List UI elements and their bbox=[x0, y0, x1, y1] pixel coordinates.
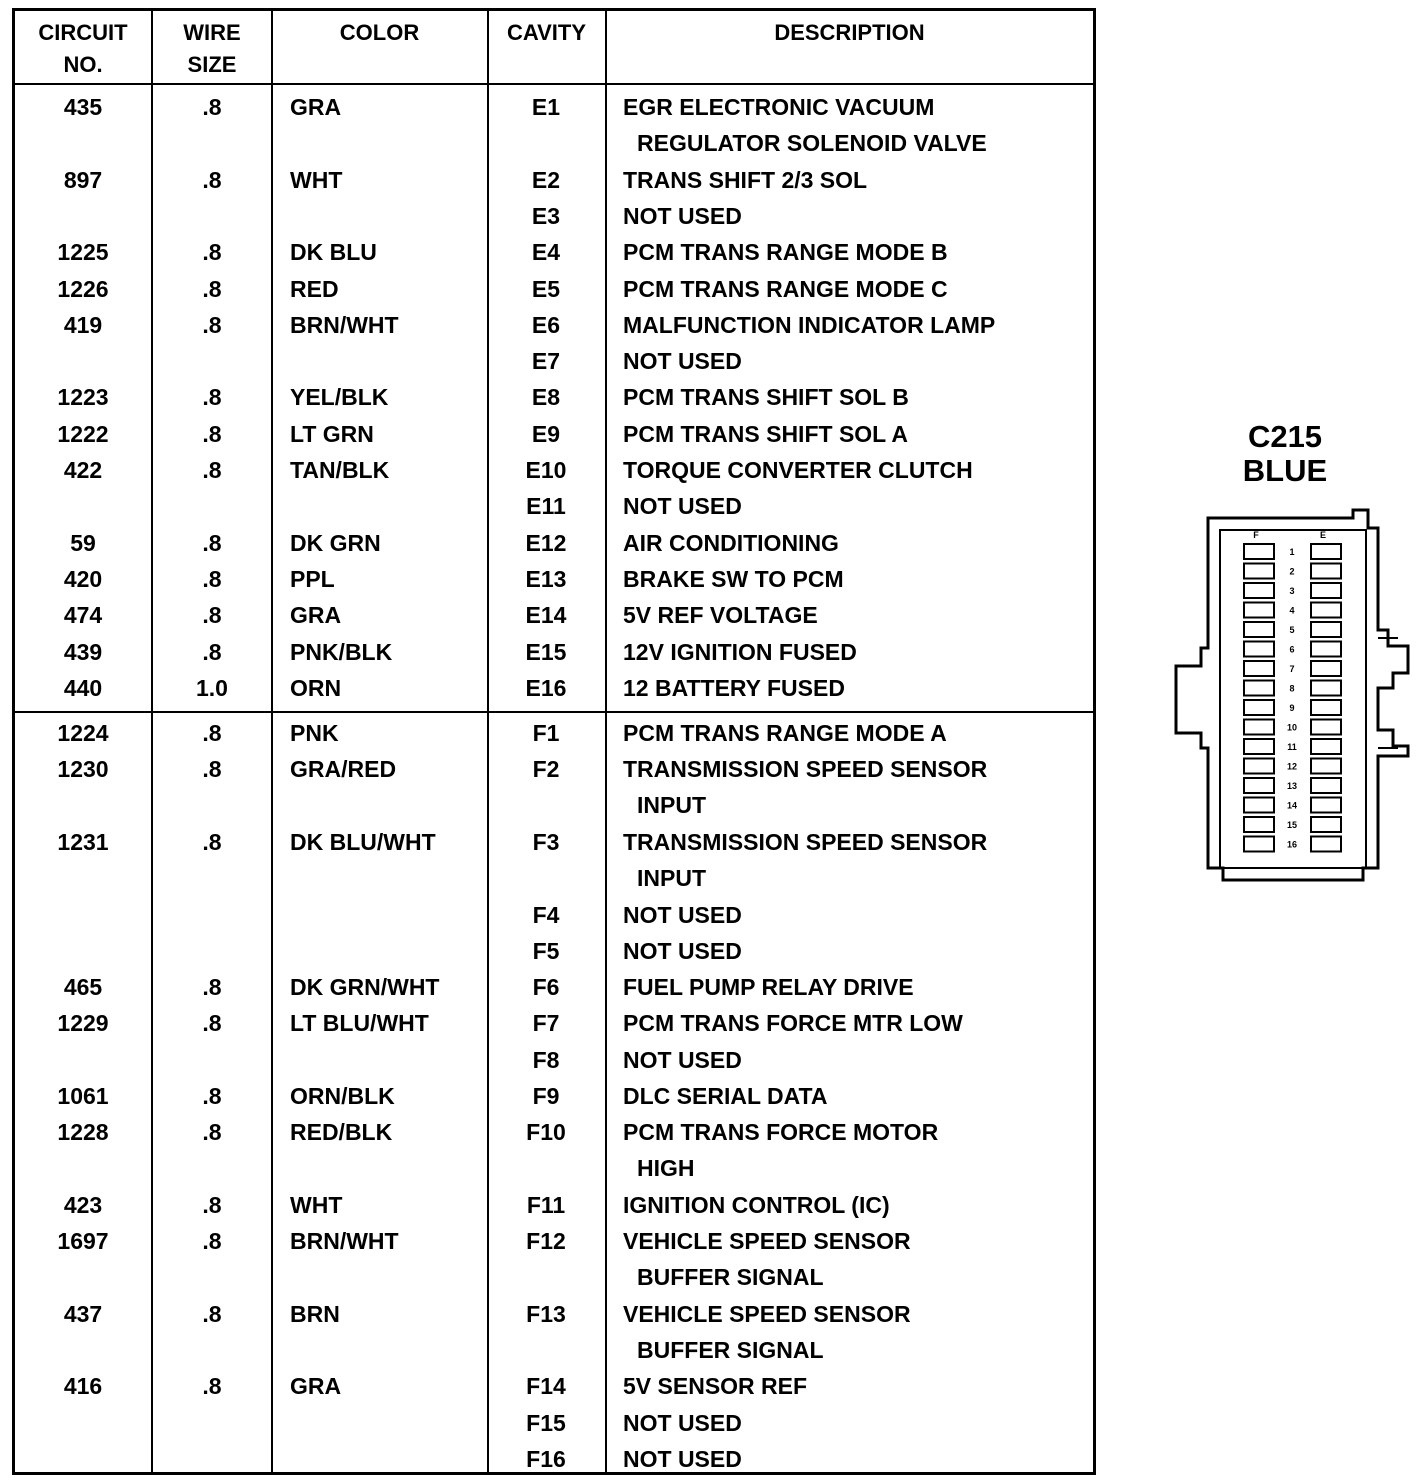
cavity: F9 bbox=[532, 1083, 560, 1109]
description bbox=[623, 379, 909, 415]
description-line: NOT USED bbox=[623, 937, 742, 964]
header-wire-size: WIRE SIZE bbox=[183, 20, 241, 77]
header-color: COLOR bbox=[339, 20, 420, 45]
pin-number: 8 bbox=[1289, 683, 1295, 694]
cavity: E16 bbox=[525, 674, 567, 701]
description-line: 12V IGNITION FUSED bbox=[623, 638, 857, 665]
wire-color: GRA bbox=[290, 94, 342, 120]
cavity-e-pin bbox=[1311, 778, 1341, 793]
description-line: FUEL PUMP RELAY DRIVE bbox=[623, 974, 914, 1001]
description bbox=[623, 1187, 890, 1223]
connector-title bbox=[1190, 420, 1380, 488]
pin-number: 5 bbox=[1289, 625, 1295, 635]
wire-color: LT GRN bbox=[290, 420, 374, 447]
cavity: F12 bbox=[526, 1228, 566, 1255]
description bbox=[623, 933, 742, 969]
wire-color: GRA bbox=[290, 602, 342, 629]
cavity: E5 bbox=[531, 275, 561, 302]
description bbox=[623, 1114, 938, 1186]
description bbox=[623, 715, 947, 751]
cavity-f-pin bbox=[1244, 681, 1274, 696]
description bbox=[623, 271, 948, 307]
wire-color: WHT bbox=[290, 166, 343, 193]
description-line: AIR CONDITIONING bbox=[623, 529, 839, 556]
cavity: E15 bbox=[525, 638, 567, 665]
description-line: TRANS SHIFT 2/3 SOL bbox=[623, 166, 868, 193]
connector-id: C215 bbox=[1247, 419, 1323, 454]
cavity-f-pin bbox=[1244, 817, 1274, 832]
column-label: E bbox=[1319, 530, 1327, 540]
wire-color: ORN bbox=[290, 674, 342, 701]
wire-size: .8 bbox=[202, 974, 222, 1001]
cavity: F7 bbox=[532, 1010, 560, 1037]
circuit-number: 1223 bbox=[57, 384, 109, 411]
header-circuit: CIRCUIT NO. bbox=[38, 20, 128, 77]
cavity-e-pin bbox=[1311, 739, 1341, 754]
wire-color: BRN/WHT bbox=[290, 1228, 399, 1255]
description bbox=[623, 234, 948, 270]
wire-color: RED/BLK bbox=[290, 1119, 393, 1146]
description bbox=[623, 343, 742, 379]
circuit-number: 1231 bbox=[57, 828, 109, 855]
cavity: F5 bbox=[532, 937, 560, 964]
wire-size: .8 bbox=[202, 1010, 222, 1037]
circuit-number: 1228 bbox=[57, 1119, 109, 1146]
wire-color: LT BLU/WHT bbox=[290, 1010, 429, 1037]
section-divider bbox=[15, 711, 1093, 713]
cavity-f-pin bbox=[1244, 661, 1274, 676]
cavity: E14 bbox=[525, 602, 567, 629]
description-line: TRANSMISSION SPEED SENSOR bbox=[623, 828, 988, 855]
pin-number: 6 bbox=[1289, 644, 1295, 655]
cavity-f-pin bbox=[1244, 798, 1274, 813]
wire-color: GRA/RED bbox=[290, 756, 397, 783]
description-line: NOT USED bbox=[623, 901, 742, 928]
wire-size: .8 bbox=[202, 1373, 222, 1400]
cavity-e-pin bbox=[1311, 681, 1341, 696]
description-continuation: BUFFER SIGNAL bbox=[637, 1336, 824, 1363]
circuit-number: 59 bbox=[70, 529, 96, 556]
wire-color: PNK/BLK bbox=[290, 638, 393, 665]
description-line: EGR ELECTRONIC VACUUM bbox=[623, 94, 935, 120]
wire-size: .8 bbox=[202, 94, 222, 120]
wire-size: .8 bbox=[202, 1119, 222, 1146]
circuit-number: 416 bbox=[63, 1373, 103, 1400]
description bbox=[623, 751, 987, 823]
cavity: F14 bbox=[526, 1373, 566, 1400]
pin-number: 10 bbox=[1286, 722, 1298, 733]
wire-color: DK GRN bbox=[290, 529, 381, 556]
cavity: E8 bbox=[531, 384, 561, 411]
description-line: VEHICLE SPEED SENSOR bbox=[623, 1228, 911, 1255]
cavity-f-pin bbox=[1244, 622, 1274, 637]
circuit-number: 437 bbox=[63, 1300, 103, 1327]
cavity: E3 bbox=[531, 202, 561, 229]
circuit-number: 1229 bbox=[57, 1010, 109, 1037]
cavity-f-pin bbox=[1244, 759, 1274, 774]
description-continuation: BUFFER SIGNAL bbox=[637, 1264, 824, 1291]
circuit-number: 1225 bbox=[57, 239, 109, 266]
description-continuation: INPUT bbox=[637, 792, 706, 819]
circuit-number: 1697 bbox=[57, 1228, 109, 1255]
description-line: PCM TRANS RANGE MODE A bbox=[623, 720, 947, 746]
description bbox=[623, 670, 845, 706]
cavity: E1 bbox=[531, 94, 561, 120]
pin-number: 7 bbox=[1289, 664, 1295, 674]
cavity: E13 bbox=[525, 565, 567, 592]
wire-size: .8 bbox=[202, 720, 222, 746]
pin-number: 4 bbox=[1289, 605, 1295, 616]
wire-size: .8 bbox=[202, 275, 222, 302]
pin-grid bbox=[1244, 530, 1341, 852]
description-line: VEHICLE SPEED SENSOR bbox=[623, 1300, 911, 1327]
cavity-f-pin bbox=[1244, 583, 1274, 598]
wire-color: PNK bbox=[290, 720, 339, 746]
description bbox=[623, 969, 914, 1005]
description-continuation: REGULATOR SOLENOID VALVE bbox=[637, 130, 987, 156]
cavity-e-pin bbox=[1311, 817, 1341, 832]
wire-color: TAN/BLK bbox=[290, 457, 390, 483]
cavity: F10 bbox=[526, 1119, 566, 1146]
circuit-number: 1226 bbox=[57, 275, 109, 302]
wire-color: ORN/BLK bbox=[290, 1083, 395, 1109]
description-line: IGNITION CONTROL (IC) bbox=[623, 1191, 890, 1218]
cavity: E12 bbox=[525, 529, 567, 556]
wire-size: .8 bbox=[202, 1300, 222, 1327]
cavity-f-pin bbox=[1244, 837, 1274, 852]
circuit-number: 435 bbox=[63, 94, 103, 120]
description bbox=[623, 1368, 807, 1404]
circuit-number: 422 bbox=[63, 457, 103, 483]
description bbox=[623, 1005, 963, 1041]
wire-color: YEL/BLK bbox=[290, 384, 389, 411]
description bbox=[623, 452, 973, 488]
header-cavity: CAVITY bbox=[506, 20, 587, 45]
description-line: BRAKE SW TO PCM bbox=[623, 565, 844, 592]
cavity-e-pin bbox=[1311, 642, 1341, 657]
description-line: 5V SENSOR REF bbox=[623, 1373, 808, 1400]
cavity: F15 bbox=[526, 1409, 566, 1436]
pin-number: 1 bbox=[1289, 547, 1295, 557]
wire-size: .8 bbox=[202, 384, 222, 411]
wire-color: WHT bbox=[290, 1191, 343, 1218]
pinout-table bbox=[12, 8, 1096, 1475]
wire-color: DK GRN/WHT bbox=[290, 974, 440, 1001]
cavity-e-pin bbox=[1311, 700, 1341, 715]
description-line: NOT USED bbox=[623, 1446, 742, 1472]
wire-size: .8 bbox=[202, 166, 222, 193]
description-line: NOT USED bbox=[623, 202, 742, 229]
cavity-e-pin bbox=[1311, 622, 1341, 637]
description-line: TORQUE CONVERTER CLUTCH bbox=[623, 457, 973, 483]
cavity: F8 bbox=[532, 1046, 560, 1073]
description bbox=[623, 488, 742, 524]
cavity-e-pin bbox=[1311, 798, 1341, 813]
description-line: PCM TRANS FORCE MOTOR bbox=[623, 1119, 939, 1146]
circuit-number: 420 bbox=[63, 565, 103, 592]
cavity: E7 bbox=[531, 348, 561, 375]
wire-size: .8 bbox=[202, 1191, 222, 1218]
cavity-e-pin bbox=[1311, 661, 1341, 676]
description-line: 12 BATTERY FUSED bbox=[623, 674, 845, 701]
wire-size: .8 bbox=[202, 828, 222, 855]
wire-color: PPL bbox=[290, 565, 335, 592]
description-line: NOT USED bbox=[623, 348, 742, 375]
description-continuation: INPUT bbox=[637, 864, 706, 891]
circuit-number: 440 bbox=[63, 674, 103, 701]
description-line: NOT USED bbox=[623, 1046, 742, 1073]
description-line: MALFUNCTION INDICATOR LAMP bbox=[623, 311, 996, 338]
description bbox=[623, 824, 987, 896]
description-line: NOT USED bbox=[623, 493, 742, 520]
wire-color: RED bbox=[290, 275, 339, 302]
cavity-f-pin bbox=[1244, 778, 1274, 793]
circuit-number: 439 bbox=[63, 638, 103, 665]
description bbox=[623, 1296, 911, 1368]
description bbox=[623, 1223, 911, 1295]
description bbox=[623, 897, 742, 933]
wire-color: DK BLU bbox=[290, 239, 377, 266]
cavity: F11 bbox=[526, 1191, 566, 1218]
circuit-number: 1222 bbox=[57, 420, 109, 447]
cavity: E9 bbox=[531, 420, 561, 447]
wire-size: .8 bbox=[202, 529, 222, 556]
pin-number: 2 bbox=[1289, 566, 1295, 577]
column-label: F bbox=[1253, 530, 1259, 540]
cavity-f-pin bbox=[1244, 642, 1274, 657]
cavity: F3 bbox=[532, 828, 560, 855]
description bbox=[623, 162, 867, 198]
cavity: F13 bbox=[526, 1300, 566, 1327]
pin-number: 11 bbox=[1287, 742, 1297, 752]
cavity-e-pin bbox=[1311, 837, 1341, 852]
cavity: F16 bbox=[526, 1446, 566, 1472]
cavity-e-pin bbox=[1311, 759, 1341, 774]
wire-size: .8 bbox=[202, 638, 222, 665]
wire-size: .8 bbox=[202, 457, 222, 483]
wire-color: BRN bbox=[290, 1300, 340, 1327]
description-continuation: HIGH bbox=[637, 1155, 695, 1182]
wire-color: BRN/WHT bbox=[290, 311, 399, 338]
circuit-number: 1224 bbox=[57, 720, 109, 746]
circuit-number: 474 bbox=[63, 602, 103, 629]
wire-size: 1.0 bbox=[196, 674, 228, 701]
cavity: F6 bbox=[532, 974, 560, 1001]
description bbox=[623, 561, 844, 597]
wire-size: .8 bbox=[202, 602, 222, 629]
description bbox=[623, 1042, 742, 1078]
cavity: F2 bbox=[532, 756, 560, 783]
description bbox=[623, 1405, 742, 1441]
cavity-f-pin bbox=[1244, 739, 1274, 754]
connector-diagram bbox=[1168, 508, 1418, 888]
cavity-f-pin bbox=[1244, 544, 1274, 559]
description bbox=[623, 89, 987, 161]
circuit-number: 465 bbox=[63, 974, 103, 1001]
description bbox=[623, 416, 908, 452]
header-description: DESCRIPTION bbox=[774, 20, 925, 45]
cavity: F4 bbox=[532, 901, 560, 928]
description-line: PCM TRANS SHIFT SOL A bbox=[623, 420, 908, 447]
wire-size: .8 bbox=[202, 1228, 222, 1255]
pin-number: 12 bbox=[1286, 761, 1298, 772]
pin-number: 14 bbox=[1286, 800, 1298, 811]
circuit-number: 1230 bbox=[57, 756, 109, 783]
description bbox=[623, 198, 742, 234]
description bbox=[623, 1078, 827, 1114]
column-divider bbox=[605, 11, 607, 1472]
description bbox=[623, 525, 839, 561]
description-line: PCM TRANS FORCE MTR LOW bbox=[623, 1010, 963, 1037]
circuit-number: 419 bbox=[63, 311, 103, 338]
description-line: PCM TRANS RANGE MODE B bbox=[623, 239, 948, 266]
description-line: PCM TRANS RANGE MODE C bbox=[623, 275, 948, 302]
cavity-f-pin bbox=[1244, 700, 1274, 715]
cavity-e-pin bbox=[1311, 544, 1341, 559]
cavity-f-pin bbox=[1244, 720, 1274, 735]
cavity: E4 bbox=[531, 239, 561, 266]
wire-color: GRA bbox=[290, 1373, 342, 1400]
description-line: DLC SERIAL DATA bbox=[623, 1083, 828, 1109]
pin-number: 13 bbox=[1286, 781, 1298, 791]
description-line: PCM TRANS SHIFT SOL B bbox=[623, 384, 909, 411]
description-line: NOT USED bbox=[623, 1409, 742, 1436]
description bbox=[623, 307, 995, 343]
wire-size: .8 bbox=[202, 420, 222, 447]
cavity-e-pin bbox=[1311, 603, 1341, 618]
description-line: TRANSMISSION SPEED SENSOR bbox=[623, 756, 988, 783]
description-line: 5V REF VOLTAGE bbox=[623, 602, 818, 629]
cavity: F1 bbox=[532, 720, 560, 746]
cavity-e-pin bbox=[1311, 720, 1341, 735]
cavity-f-pin bbox=[1244, 603, 1274, 618]
circuit-number: 1061 bbox=[57, 1083, 109, 1109]
description bbox=[623, 1441, 742, 1477]
description bbox=[623, 634, 857, 670]
pin-number: 16 bbox=[1286, 839, 1298, 850]
wire-size: .8 bbox=[202, 311, 222, 338]
pin-number: 3 bbox=[1289, 586, 1295, 596]
circuit-number: 897 bbox=[63, 166, 103, 193]
pin-number: 9 bbox=[1289, 703, 1295, 713]
cavity-f-pin bbox=[1244, 564, 1274, 579]
connector-color: BLUE bbox=[1242, 453, 1328, 488]
cavity: E2 bbox=[531, 166, 561, 193]
wire-size: .8 bbox=[202, 239, 222, 266]
cavity: E6 bbox=[531, 311, 561, 338]
header-divider bbox=[15, 83, 1093, 85]
circuit-number: 423 bbox=[63, 1191, 103, 1218]
cavity-e-pin bbox=[1311, 564, 1341, 579]
pin-number: 15 bbox=[1286, 820, 1298, 830]
description bbox=[623, 597, 818, 633]
wire-color: DK BLU/WHT bbox=[290, 828, 436, 855]
cavity: E11 bbox=[526, 493, 566, 520]
wire-size: .8 bbox=[202, 1083, 222, 1109]
cavity-e-pin bbox=[1311, 583, 1341, 598]
wire-size: .8 bbox=[202, 756, 222, 783]
wire-size: .8 bbox=[202, 565, 222, 592]
cavity: E10 bbox=[525, 457, 567, 483]
